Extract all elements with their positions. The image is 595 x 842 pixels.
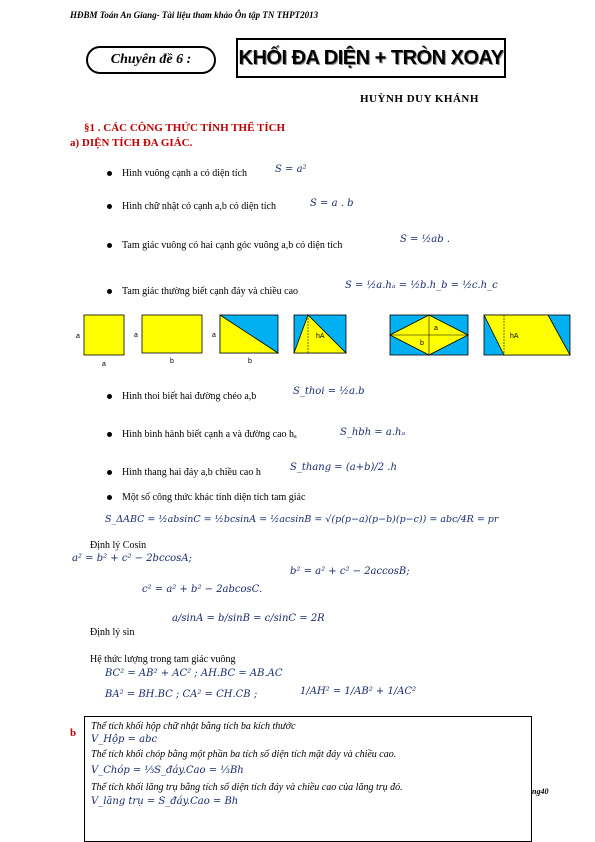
cosine-title: Định lý Cosin — [90, 540, 147, 551]
cosine-formula-2: b² = a² + c² − 2accosB; — [290, 566, 410, 577]
volume-formula-prism: V_lăng trụ = S_đáy.Cao = Bh — [91, 796, 239, 807]
label-ha: hA — [510, 333, 519, 340]
author: HUỲNH DUY KHÁNH — [360, 93, 479, 105]
bullet-dot — [107, 171, 112, 176]
cosine-formula-1: a² = b² + c² − 2bccosA; — [72, 553, 192, 564]
rectangle-shape — [142, 315, 202, 353]
label-b: b — [420, 340, 424, 347]
label-a: a — [134, 332, 138, 339]
sine-formula: a/sinA = b/sinB = c/sinC = 2R — [172, 613, 325, 624]
page-title: KHỐI ĐA DIỆN + TRÒN XOAY — [236, 38, 506, 78]
formula-rhombus: S_thoi = ½a.b — [293, 386, 365, 397]
volume-box — [84, 716, 532, 842]
bullet-dot — [107, 394, 112, 399]
label-a: a — [102, 361, 106, 368]
formula-square: S = a² — [275, 164, 307, 175]
volume-formula-box: V_Hộp = abc — [91, 734, 158, 745]
right-triangle-formula-3: 1/AH² = 1/AB² + 1/AC² — [300, 686, 417, 697]
formula-triangle-area: S_ΔABC = ½absinC = ½bcsinA = ½acsinB = √(p(p−a)(p−b)(p−c)) = abc/4R = pr — [105, 514, 499, 525]
volume-formula-pyramid: V_Chóp = ⅓S_đáy.Cao = ⅓Bh — [91, 765, 244, 776]
right-triangle-formula-1: BC² = AB² + AC² ; AH.BC = AB.AC — [105, 668, 283, 679]
label-b: b — [248, 358, 252, 365]
bullet-parallelogram: Hình bình hành biết cạnh a và đường cao hₐ — [107, 429, 297, 440]
bullet-right-triangle: Tam giác vuông có hai cạnh góc vuông a,b có diện tích — [107, 240, 342, 251]
bullet-triangle: Tam giác thường biết cạnh đáy và chiều cao — [107, 286, 298, 297]
square-shape — [84, 315, 124, 355]
formula-trapezoid: S_thang = (a+b)/2 .h — [290, 462, 397, 473]
section-1-heading: §1 . CÁC CÔNG THỨC TÍNH THỂ TÍCH — [84, 122, 286, 134]
bullet-square: Hình vuông cạnh a có diện tích — [107, 168, 247, 179]
volume-line-3: Thể tích khối lăng trụ bằng tích số diện tích đáy và chiều cao của lăng trụ đó. — [91, 782, 403, 793]
bullet-other-formulas: Một số công thức khác tính diện tích tam giác — [107, 492, 305, 503]
page-header: HĐBM Toán An Giang- Tài liệu tham khảo Ôn tập TN THPT2013 — [70, 10, 319, 20]
volume-line-2: Thể tích khối chóp bằng một phần ba tích số diện tích mặt đáy và chiều cao. — [91, 749, 397, 760]
bullet-dot — [107, 470, 112, 475]
bullet-dot — [107, 432, 112, 437]
section-a-heading: a) DIỆN TÍCH ĐA GIÁC. — [70, 137, 193, 149]
formula-triangle: S = ½a.hₐ = ½b.h_b = ½c.h_c — [345, 280, 498, 291]
right-triangle-title: Hệ thức lượng trong tam giác vuông — [90, 654, 236, 665]
formula-right-triangle: S = ½ab . — [400, 234, 450, 245]
formula-parallelogram: S_hbh = a.hₐ — [340, 427, 406, 438]
section-b-marker: b — [70, 727, 77, 739]
bullet-dot — [107, 243, 112, 248]
cosine-formula-3: c² = a² + b² − 2abcosC. — [142, 584, 263, 595]
label-a: a — [76, 333, 80, 340]
bullet-trapezoid: Hình thang hai đáy a,b chiều cao h — [107, 467, 261, 478]
right-triangle-formula-2: BA² = BH.BC ; CA² = CH.CB ; — [105, 689, 258, 700]
bullet-dot — [107, 495, 112, 500]
sine-title: Định lý sin — [90, 627, 135, 638]
topic-label: Chuyên đề 6 : — [86, 46, 216, 74]
label-a: a — [434, 325, 438, 332]
label-a: a — [212, 332, 216, 339]
page-number: ng40 — [532, 787, 549, 796]
label-b: b — [170, 358, 174, 365]
volume-line-1: Thể tích khối hộp chữ nhật bằng tích ba kích thước — [91, 721, 296, 732]
label-ha: hA — [316, 333, 325, 340]
bullet-dot — [107, 204, 112, 209]
bullet-rectangle: Hình chữ nhật có cạnh a,b có diện tích — [107, 201, 276, 212]
bullet-rhombus: Hình thoi biết hai đường chéo a,b — [107, 391, 256, 402]
bullet-dot — [107, 289, 112, 294]
formula-rectangle: S = a . b — [310, 198, 354, 209]
shapes-figure — [72, 310, 572, 370]
